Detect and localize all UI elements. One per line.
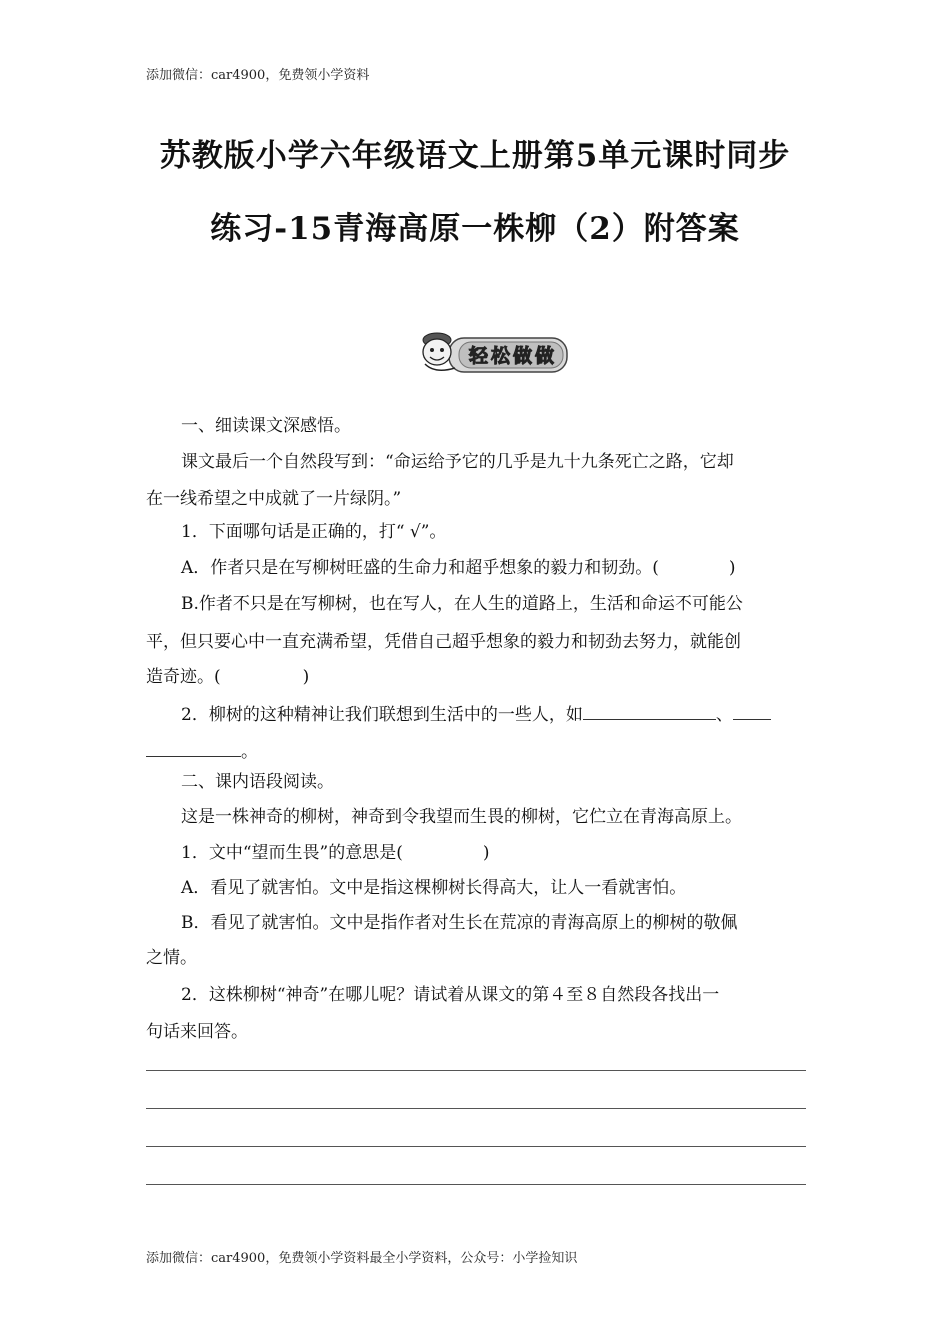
answer-line-3[interactable] — [146, 1146, 806, 1147]
section2-passage: 这是一株神奇的柳树，神奇到令我望而生畏的柳树，它伫立在青海高原上。 — [181, 807, 742, 827]
page-title-line-1: 苏教版小学六年级语文上册第5单元课时同步 — [159, 138, 791, 174]
section1-question1: 1．下面哪句话是正确的，打“ √”。 — [181, 522, 447, 542]
section1-quote-line2: 在一线希望之中成就了一片绿阴。” — [146, 489, 402, 509]
badge-label: 轻松做做 — [468, 345, 558, 367]
cartoon-boy-icon — [415, 330, 570, 376]
section1-quote-line1: 课文最后一个自然段写到：“命运给予它的几乎是九十九条死亡之路，它却 — [181, 452, 734, 472]
question2-blank-2[interactable] — [733, 703, 771, 720]
footer-note: 添加微信：car4900，免费领小学资料最全小学资料，公众号：小学捡知识 — [146, 1251, 578, 1266]
section1-question2-cont — [146, 740, 806, 762]
answer-line-4[interactable] — [146, 1184, 806, 1185]
page-title-line-2: 练习-15青海高原一株柳（2）附答案 — [210, 211, 740, 247]
section2-question2-line1: 2．这株柳树“神奇”在哪儿呢？请试着从课文的第４至８自然段各找出一 — [181, 985, 720, 1005]
section2-option-b-line2: 之情。 — [146, 948, 197, 968]
section1-option-b-line2: 平，但只要心中一直充满希望，凭借自己超乎想象的毅力和韧劲去努力，就能创 — [146, 632, 741, 652]
option-b-close: ) — [302, 667, 310, 687]
question2-separator: 、 — [715, 705, 733, 725]
s2-question1-close: ) — [482, 843, 490, 863]
header-note: 添加微信：car4900，免费领小学资料 — [146, 68, 370, 83]
option-b-text: 造奇迹。( — [146, 667, 221, 687]
section2-question2-line2: 句话来回答。 — [146, 1022, 248, 1042]
section2-heading: 二、课内语段阅读。 — [181, 772, 334, 792]
answer-line-1[interactable] — [146, 1070, 806, 1071]
section1-option-b-line3 — [146, 667, 806, 687]
section2-option-a: A．看见了就害怕。文中是指这棵柳树长得高大，让人一看就害怕。 — [181, 878, 687, 898]
option-a-close: ) — [728, 558, 736, 578]
boy-face — [423, 339, 451, 365]
boy-eye-right — [440, 348, 444, 352]
section2-option-b-line1: B．看见了就害怕。文中是指作者对生长在荒凉的青海高原上的柳树的敬佩 — [181, 913, 738, 933]
question2-blank-1[interactable] — [583, 703, 716, 720]
s2-question1-text: 1．文中“望而生畏”的意思是( — [181, 843, 403, 863]
question2-blank-2-cont[interactable] — [146, 740, 241, 757]
section1-heading: 一、细读课文深感悟。 — [181, 416, 351, 436]
section1-question2 — [181, 703, 841, 725]
section1-option-b-line1: B.作者不只是在写柳树，也在写人，在人生的道路上，生活和命运不可能公 — [181, 594, 743, 614]
question2-text: 2．柳树的这种精神让我们联想到生活中的一些人，如 — [181, 705, 583, 725]
boy-eye-left — [430, 348, 434, 352]
answer-line-2[interactable] — [146, 1108, 806, 1109]
section2-question1 — [181, 843, 841, 863]
option-a-text: A．作者只是在写柳树旺盛的生命力和超乎想象的毅力和韧劲。( — [181, 558, 659, 578]
question2-end: 。 — [241, 742, 258, 762]
section1-option-a — [181, 558, 806, 578]
